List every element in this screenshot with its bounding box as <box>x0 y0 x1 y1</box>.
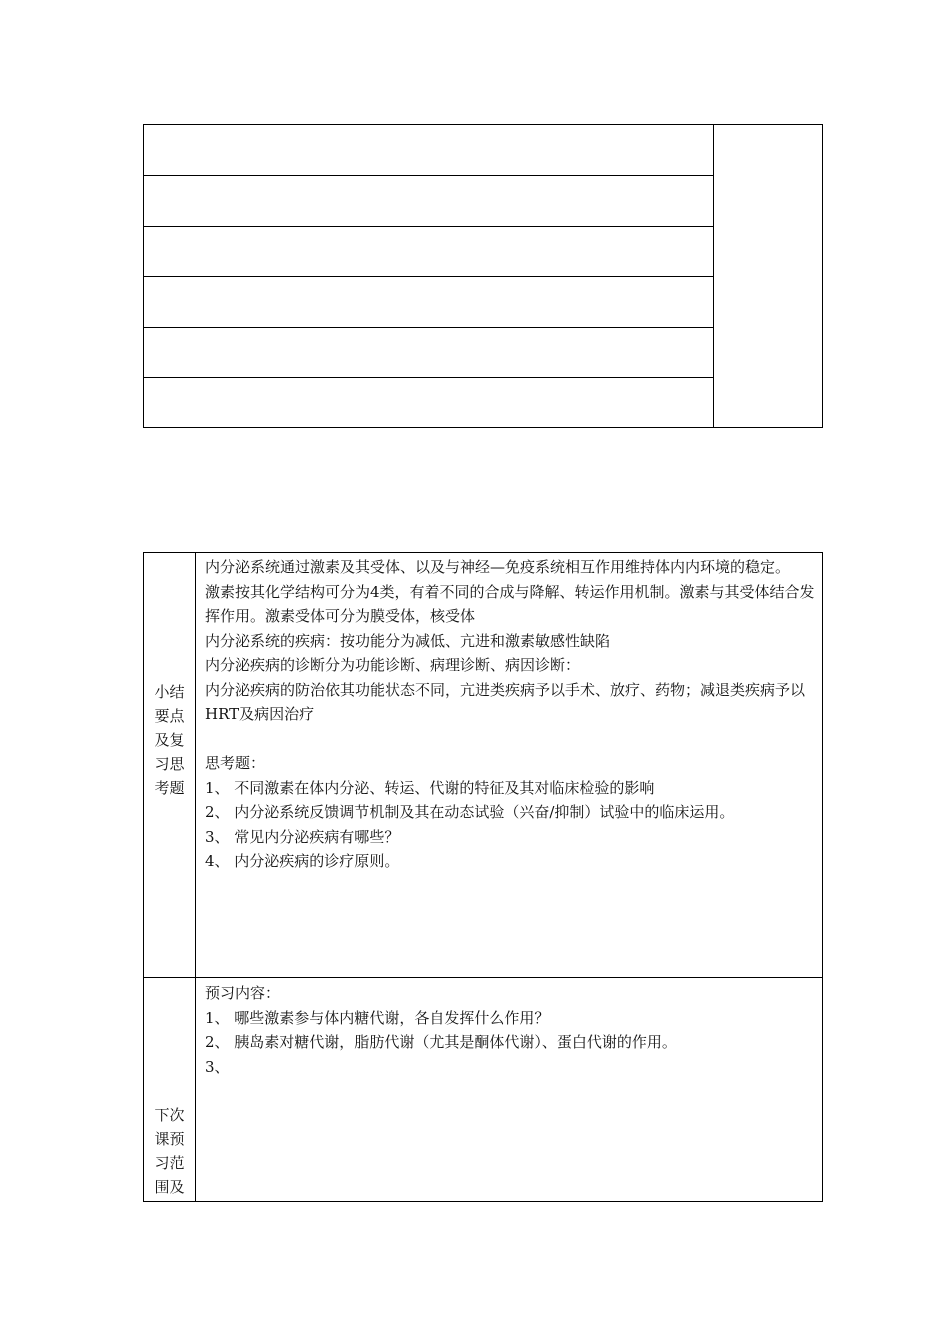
summary-label-line: 及复 <box>154 731 185 749</box>
summary-label-line: 小结 <box>154 683 185 701</box>
summary-label-line: 习思 <box>154 755 185 773</box>
questions-title: 思考题： <box>205 754 266 772</box>
empty-table <box>143 124 823 428</box>
preview-label <box>144 1103 195 1199</box>
row-divider <box>144 977 822 978</box>
summary-paragraph: 内分泌疾病的诊断分为功能诊断、病理诊断、病因诊断： <box>205 656 581 674</box>
preview-label-line: 围及 <box>154 1178 185 1196</box>
preview-title: 预习内容： <box>205 984 281 1002</box>
summary-label-line: 考题 <box>154 779 185 797</box>
table-row-divider <box>144 276 713 277</box>
table-row-divider <box>144 226 713 227</box>
question-item: 3、 常见内分泌疾病有哪些？ <box>205 827 400 846</box>
preview-label-line: 课预 <box>154 1130 185 1148</box>
table-row-divider <box>144 377 713 378</box>
question-item: 4、 内分泌疾病的诊疗原则。 <box>205 852 400 870</box>
summary-paragraph: 激素按其化学结构可分为4类，有着不同的合成与降解、转运作用机制。激素与其受体结合发挥作用。激素受体可分为膜受体，核受体 <box>205 582 815 625</box>
summary-label <box>144 680 195 800</box>
empty-table-left-column <box>144 125 714 427</box>
question-item: 2、 内分泌系统反馈调节机制及其在动态试验（兴奋/抑制）试验中的临床运用。 <box>205 803 735 821</box>
preview-label-line: 下次 <box>154 1106 185 1124</box>
lesson-table <box>143 552 823 1202</box>
preview-label-line: 习范 <box>154 1154 185 1172</box>
summary-paragraph: 内分泌疾病的防治依其功能状态不同，亢进类疾病予以手术、放疗、药物；减退类疾病予以HRT及病因治疗 <box>205 680 806 723</box>
table-row-divider <box>144 175 713 176</box>
summary-content <box>205 555 817 874</box>
summary-paragraph: 内分泌系统的疾病：按功能分为减低、亢进和激素敏感性缺陷 <box>205 631 611 650</box>
question-item: 1、 不同激素在体内分泌、转运、代谢的特征及其对临床检验的影响 <box>205 778 655 797</box>
preview-item: 3、 <box>205 1057 230 1076</box>
summary-paragraph: 内分泌系统通过激素及其受体、以及与神经—免疫系统相互作用维持体内内环境的稳定。 <box>205 558 791 576</box>
summary-label-line: 要点 <box>154 707 185 725</box>
preview-item: 1、 哪些激素参与体内糖代谢，各自发挥什么作用？ <box>205 1008 550 1027</box>
table-row-divider <box>144 327 713 328</box>
preview-content <box>205 981 817 1079</box>
preview-item: 2、 胰岛素对糖代谢，脂肪代谢（尤其是酮体代谢）、蛋白代谢的作用。 <box>205 1033 677 1051</box>
column-divider <box>195 553 196 1201</box>
